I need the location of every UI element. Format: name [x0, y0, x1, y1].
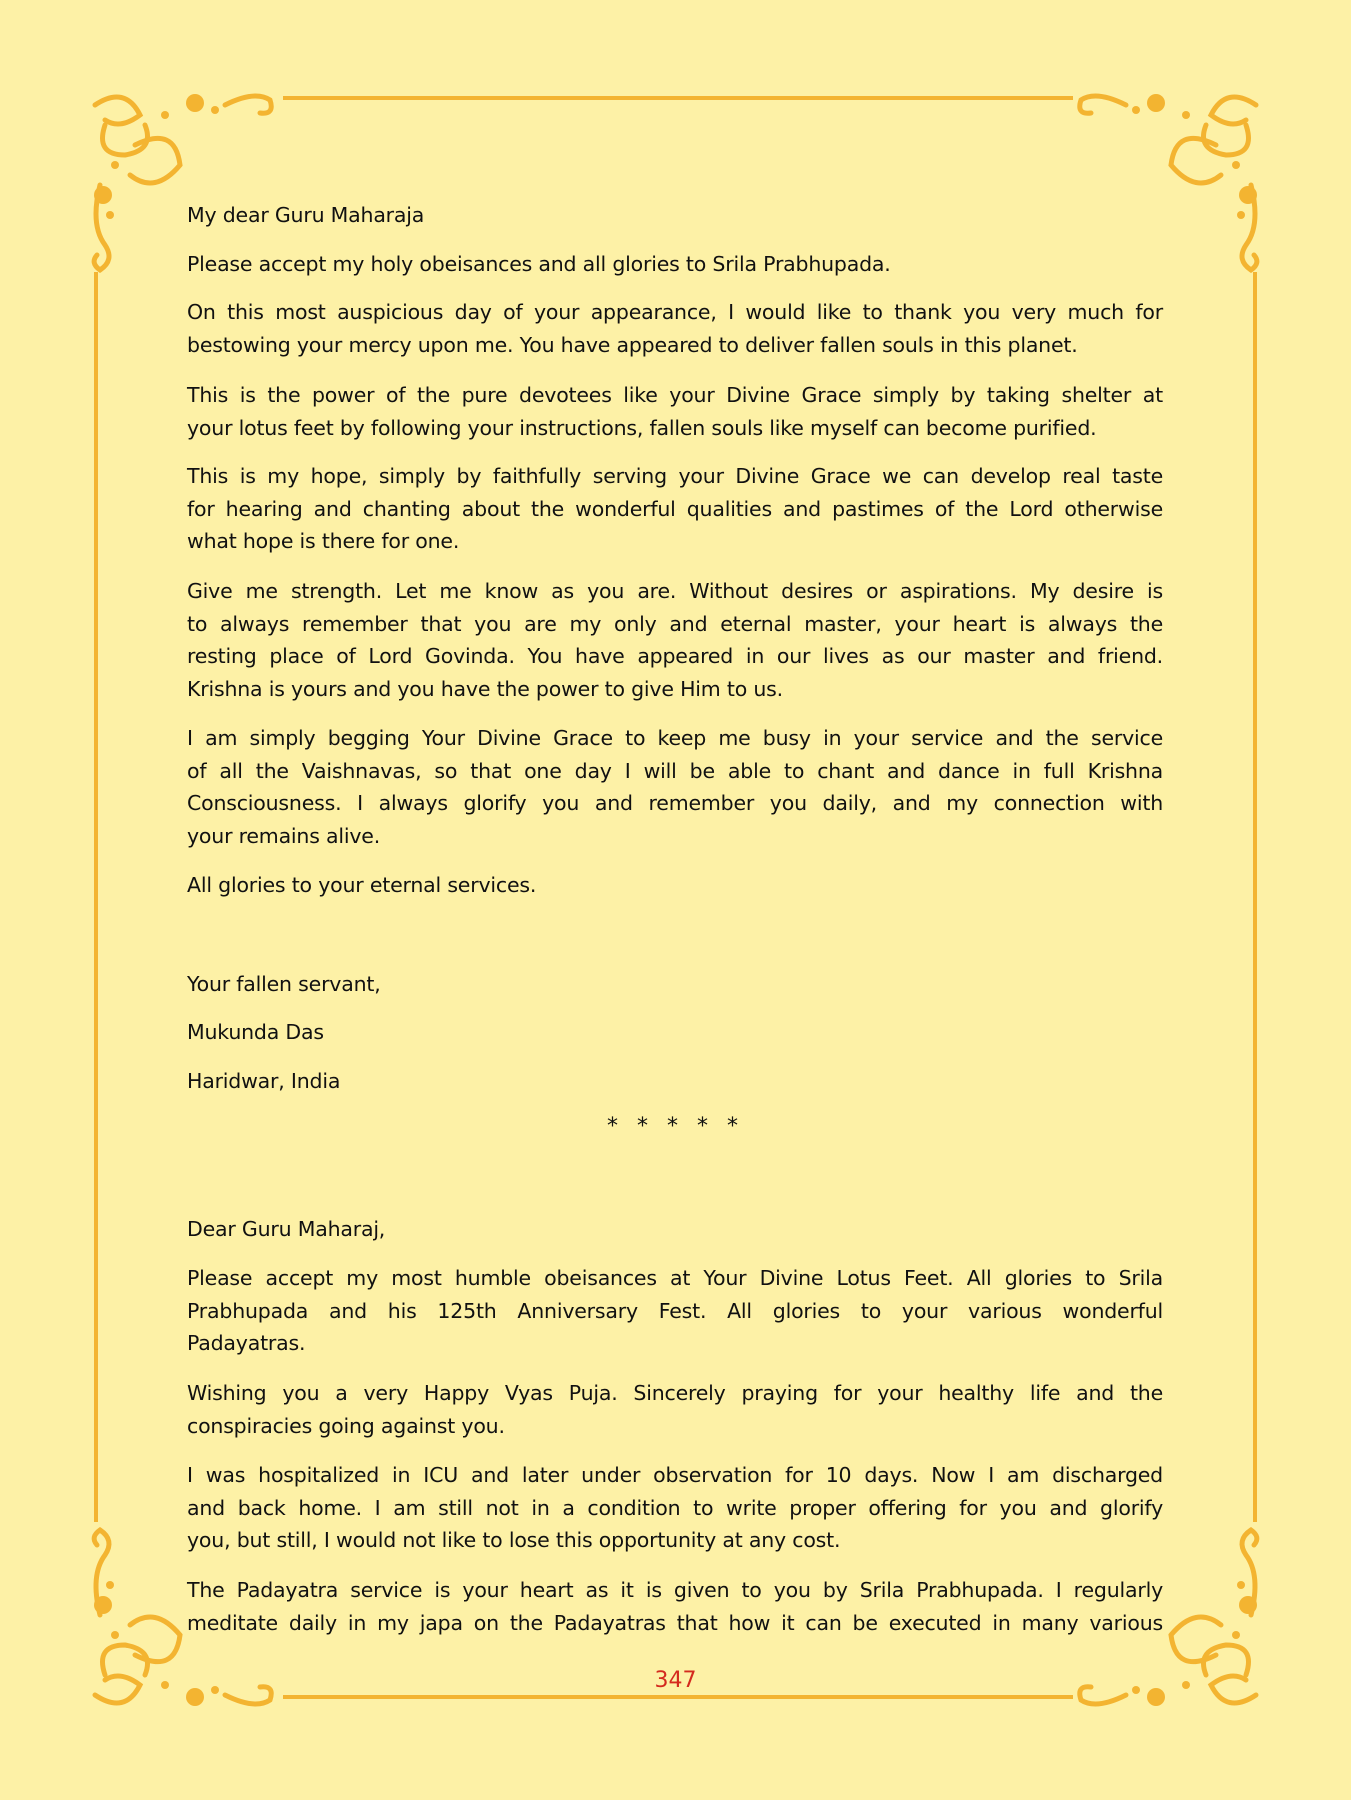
letter-1-paragraph [187, 248, 1163, 281]
border-left [94, 272, 98, 1522]
text-line: The Padayatra service is your heart as it is given to you by Srila Prabhupada. I regularly [187, 1578, 1163, 1602]
text-line: Please accept my holy obeisances and all glories to Srila Prabhupada. [187, 252, 891, 276]
letter-2-paragraph [187, 1574, 1163, 1639]
letter-2-paragraph [187, 1459, 1163, 1557]
text-line: Dear Guru Maharaj, [187, 1217, 386, 1241]
section-separator: * * * * * [607, 1114, 744, 1139]
text-line: meditate daily in my japa on the Padayatras that how it can be executed in many various [187, 1610, 1163, 1635]
text-line: Wishing you a very Happy Vyas Puja. Sincerely praying for your healthy life and the [187, 1381, 1163, 1405]
text-line: what hope is there for one. [187, 529, 460, 554]
text-line: conspiracies going against you. [187, 1413, 505, 1438]
text-line: On this most auspicious day of your appearance, I would like to thank you very much for [187, 300, 1163, 324]
letter-1-paragraph [187, 1065, 1163, 1098]
text-line: Your fallen servant, [187, 972, 381, 996]
text-line: Please accept my most humble obeisances at Your Divine Lotus Feet. All glories to Srila [187, 1266, 1163, 1290]
text-line: and back home. I am still not in a condition to write proper offering for you and glorify [187, 1495, 1163, 1520]
text-line: All glories to your eternal services. [187, 873, 537, 897]
text-line: Krishna is yours and you have the power to give Him to us. [187, 677, 783, 702]
letter-1-paragraph [187, 1016, 1163, 1049]
text-line: I was hospitalized in ICU and later under observation for 10 days. Now I am discharged [187, 1463, 1163, 1487]
letter-2-paragraph [187, 1213, 1163, 1246]
page-number: 347 [654, 1668, 697, 1693]
letter-1-paragraph [187, 575, 1163, 706]
border-bottom [283, 1695, 1073, 1699]
text-line: Padayatras. [187, 1331, 306, 1356]
letter-1-paragraph [187, 722, 1163, 853]
text-line: your remains alive. [187, 824, 381, 849]
letter-1-paragraph [187, 379, 1163, 444]
text-line: I am simply begging Your Divine Grace to keep me busy in your service and the service [187, 726, 1163, 750]
text-line: resting place of Lord Govinda. You have appeared in our lives as our master and friend. [187, 644, 1163, 669]
text-line: your lotus feet by following your instructions, fallen souls like myself can become purified. [187, 415, 1097, 440]
text-line: Consciousness. I always glorify you and remember you daily, and my connection with [187, 791, 1163, 816]
text-line: My dear Guru Maharaja [187, 203, 425, 227]
letter-1-paragraph [187, 869, 1163, 902]
text-line: to always remember that you are my only and eternal master, your heart is always the [187, 611, 1163, 636]
text-line: of all the Vaishnavas, so that one day I will be able to chant and dance in full Krishna [187, 758, 1163, 783]
text-line: bestowing your mercy upon me. You have appeared to deliver fallen souls in this planet. [187, 332, 1078, 357]
letter-2-paragraph [187, 1377, 1163, 1442]
border-right [1253, 272, 1257, 1522]
text-line: Mukunda Das [187, 1020, 324, 1044]
letter-1-paragraph [187, 460, 1163, 558]
text-line: Haridwar, India [187, 1069, 341, 1093]
text-line: Give me strength. Let me know as you are. Without desires or aspirations. My desire is [187, 579, 1163, 603]
letter-1-paragraph [187, 296, 1163, 361]
text-line: you, but still, I would not like to lose this opportunity at any cost. [187, 1528, 841, 1553]
text-line: Prabhupada and his 125th Anniversary Fest. All glories to your various wonderful [187, 1298, 1163, 1323]
text-line: for hearing and chanting about the wonderful qualities and pastimes of the Lord otherwise [187, 496, 1163, 521]
letter-2-paragraph [187, 1262, 1163, 1360]
text-line: This is my hope, simply by faithfully serving your Divine Grace we can develop real taste [187, 464, 1163, 488]
text-line: This is the power of the pure devotees like your Divine Grace simply by taking shelter at [187, 383, 1163, 407]
border-top [283, 96, 1073, 100]
letter-1-paragraph [187, 968, 1163, 1001]
letter-1-paragraph [187, 199, 1163, 232]
